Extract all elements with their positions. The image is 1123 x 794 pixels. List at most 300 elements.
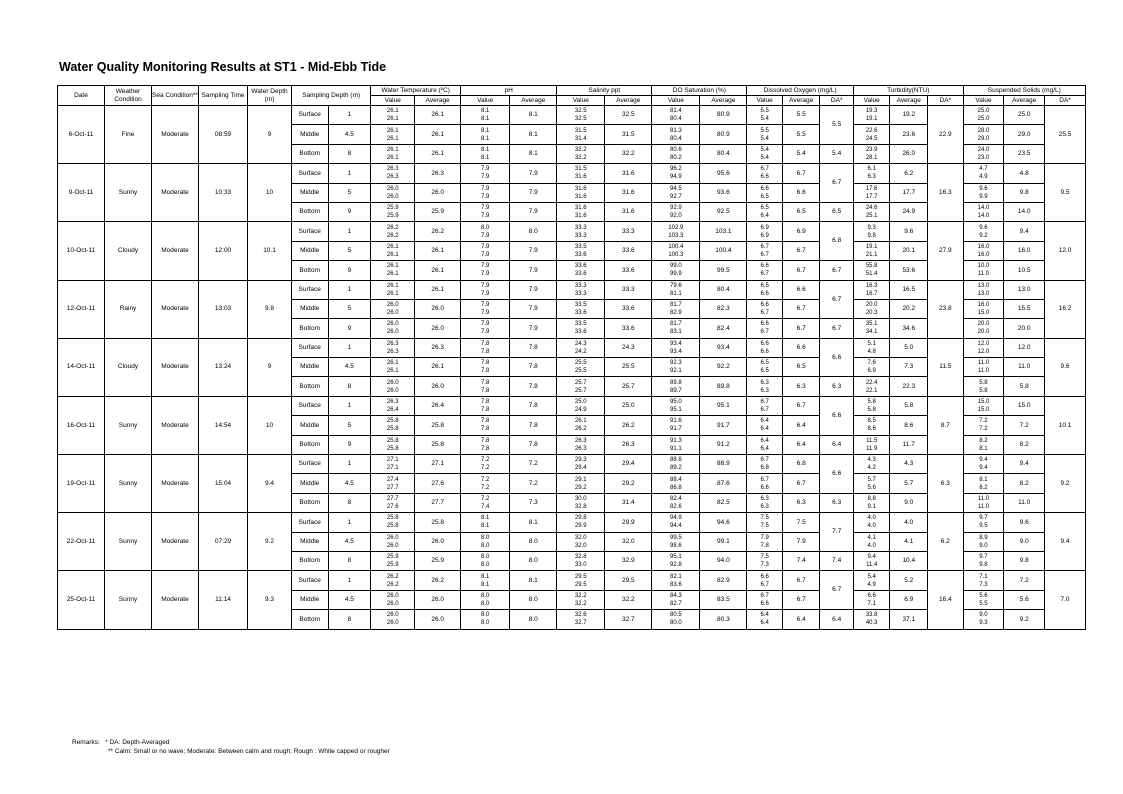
depth-value-cell: 8 [328, 377, 371, 396]
ss-values-reading: 9.4 [979, 457, 988, 464]
salinity-average: 29.9 [605, 513, 652, 532]
do-da-surface-middle: 6.6 [820, 455, 853, 494]
do-values [747, 183, 783, 202]
table-row [58, 455, 1086, 474]
depth-value-cell: 4.5 [328, 358, 371, 377]
do-saturation-values-reading: 89.8 [669, 379, 682, 386]
turbidity-average: 22.3 [890, 377, 928, 396]
col-dissolved-oxygen: Dissolved Oxygen (mg/L) [747, 86, 854, 96]
salinity-average: 33.6 [605, 241, 652, 260]
ph-values-reading: 7.8 [481, 379, 490, 386]
temp-values-reading: 26.0 [386, 379, 399, 386]
do-saturation-values-reading: 94.5 [669, 185, 682, 192]
ph-values [461, 261, 510, 280]
depth-value-cell: 8 [328, 144, 371, 163]
temp-values-reading: 26.1 [386, 251, 399, 258]
temp-values [371, 241, 415, 260]
ph-values-reading: 8.1 [481, 146, 490, 153]
ss-average: 7.2 [1004, 416, 1045, 435]
salinity-values-reading: 32.5 [574, 116, 587, 123]
ss-average: 11.0 [1004, 493, 1045, 512]
salinity-average: 32.0 [605, 532, 652, 551]
ss-average: 14.0 [1004, 202, 1045, 221]
do-saturation-values [652, 474, 700, 493]
turbidity-values-reading: 7.1 [867, 600, 876, 607]
temp-values-reading: 26.1 [386, 290, 399, 297]
ss-values [963, 261, 1004, 280]
temp-values [371, 319, 415, 338]
turbidity-values [853, 532, 890, 551]
do-da-bottom: 6.7 [820, 261, 853, 280]
do-values-reading: 6.7 [760, 251, 769, 258]
table-row [58, 396, 1086, 415]
depth-label-cell: Bottom [291, 144, 328, 163]
do-values-reading: 5.4 [760, 146, 769, 153]
ph-values-reading: 7.9 [481, 263, 490, 270]
temp-values-reading: 26.0 [386, 600, 399, 607]
ph-values [461, 299, 510, 318]
salinity-values-reading: 33.6 [574, 251, 587, 258]
ph-average: 7.8 [510, 358, 557, 377]
turbidity-values [853, 202, 890, 221]
turbidity-average: 20.1 [890, 241, 928, 260]
do-values-reading: 6.9 [760, 224, 769, 231]
turbidity-values [853, 280, 890, 299]
ph-values-reading: 7.9 [481, 213, 490, 220]
do-values-reading: 6.7 [760, 243, 769, 250]
table-row [58, 222, 1086, 241]
ph-values-reading: 8.0 [481, 542, 490, 549]
salinity-values [557, 551, 605, 570]
do-values-reading: 6.7 [760, 407, 769, 414]
temp-values-reading: 26.0 [386, 387, 399, 394]
depth-label-cell: Surface [291, 106, 328, 125]
sea-cell: Moderate [152, 280, 199, 338]
turbidity-average: 5.7 [890, 474, 928, 493]
do-saturation-values [652, 455, 700, 474]
turbidity-average: 4.1 [890, 532, 928, 551]
do-values-reading: 5.5 [760, 127, 769, 134]
temp-values [371, 396, 415, 415]
ss-values [963, 474, 1004, 493]
turbidity-values-reading: 9.3 [867, 224, 876, 231]
table-row [58, 106, 1086, 125]
water-depth-cell: 10 [248, 164, 292, 222]
temp-values-reading: 26.0 [386, 302, 399, 309]
do-saturation-values-reading: 98.6 [669, 542, 682, 549]
temp-values-reading: 26.1 [386, 282, 399, 289]
do-average: 6.5 [782, 358, 820, 377]
turbidity-values [853, 455, 890, 474]
do-average: 6.7 [782, 319, 820, 338]
temp-values-reading: 25.8 [386, 437, 399, 444]
salinity-average: 26.2 [605, 416, 652, 435]
depth-label-cell: Middle [291, 532, 328, 551]
salinity-values-reading: 31.6 [574, 193, 587, 200]
salinity-values-reading: 25.5 [574, 368, 587, 375]
turbidity-da: 22.9 [928, 106, 964, 164]
ss-average: 9.2 [1004, 610, 1045, 629]
temp-values-reading: 25.9 [386, 562, 399, 569]
salinity-values [557, 338, 605, 357]
ph-average: 8.0 [510, 222, 557, 241]
do-values-reading: 6.6 [760, 321, 769, 328]
salinity-average: 33.3 [605, 222, 652, 241]
do-average: 5.4 [782, 144, 820, 163]
turbidity-da: 11.5 [928, 338, 964, 396]
temp-values-reading: 26.1 [386, 243, 399, 250]
do-saturation-average: 95.1 [700, 396, 747, 415]
ss-da: 9.6 [1045, 338, 1086, 396]
do-values [747, 125, 783, 144]
ss-values-reading: 20.0 [977, 329, 990, 336]
temp-average: 26.2 [415, 222, 461, 241]
temp-values [371, 164, 415, 183]
do-da-bottom: 6.4 [820, 610, 853, 629]
depth-value-cell: 5 [328, 241, 371, 260]
do-saturation-values-reading: 91.6 [669, 418, 682, 425]
depth-label-cell: Bottom [291, 551, 328, 570]
temp-values-reading: 26.3 [386, 399, 399, 406]
ph-average: 7.8 [510, 396, 557, 415]
depth-label-cell: Bottom [291, 610, 328, 629]
temp-values-reading: 25.8 [386, 445, 399, 452]
temp-values [371, 551, 415, 570]
turbidity-values-reading: 4.1 [867, 534, 876, 541]
salinity-average: 31.4 [605, 493, 652, 512]
temp-average: 26.0 [415, 590, 461, 609]
salinity-values [557, 202, 605, 221]
salinity-values-reading: 31.6 [574, 213, 587, 220]
ph-average: 7.8 [510, 377, 557, 396]
turbidity-values-reading: 40.3 [865, 620, 878, 627]
salinity-values-reading: 33.3 [574, 290, 587, 297]
temp-average: 25.8 [415, 435, 461, 454]
turbidity-values-reading: 4.0 [867, 523, 876, 530]
do-saturation-values-reading: 80.5 [669, 612, 682, 619]
date-cell: 9-Oct-11 [58, 164, 105, 222]
turbidity-values-reading: 33.8 [865, 612, 878, 619]
do-values-reading: 6.3 [760, 504, 769, 510]
temp-average: 26.1 [415, 144, 461, 163]
turbidity-average: 7.3 [890, 358, 928, 377]
do-values-reading: 6.6 [760, 174, 769, 181]
turbidity-da: 6.2 [928, 513, 964, 571]
turbidity-values [853, 241, 890, 260]
do-saturation-values-reading: 84.3 [669, 592, 682, 599]
do-da-bottom: 6.3 [820, 377, 853, 396]
turbidity-values-reading: 6.1 [867, 166, 876, 173]
ph-values-reading: 7.8 [481, 387, 490, 394]
ss-values-reading: 9.5 [979, 523, 988, 530]
turbidity-values-reading: 5.4 [867, 573, 876, 580]
do-saturation-values-reading: 94.4 [669, 523, 682, 530]
salinity-values [557, 416, 605, 435]
ph-values-reading: 7.9 [481, 282, 490, 289]
ss-values-reading: 16.0 [977, 302, 990, 309]
do-saturation-average: 82.9 [700, 571, 747, 590]
ss-average: 11.0 [1004, 358, 1045, 377]
ss-values-reading: 7.2 [979, 426, 988, 433]
do-da-bottom: 6.3 [820, 493, 853, 512]
col-salinity: Salinity ppt [557, 86, 652, 96]
temp-values [371, 183, 415, 202]
do-saturation-average: 99.5 [700, 261, 747, 280]
sea-cell: Moderate [152, 222, 199, 280]
salinity-values-reading: 29.3 [574, 457, 587, 464]
do-average: 7.5 [782, 513, 820, 532]
col-temp: Water Temperature (ºC) [371, 86, 461, 96]
turbidity-values [853, 164, 890, 183]
salinity-average: 33.3 [605, 280, 652, 299]
salinity-average: 32.9 [605, 551, 652, 570]
do-values-reading: 6.3 [760, 379, 769, 386]
ph-values [461, 551, 510, 570]
ph-values-reading: 8.0 [481, 600, 490, 607]
do-saturation-average: 94.6 [700, 513, 747, 532]
salinity-values-reading: 29.8 [574, 515, 587, 522]
depth-label-cell: Surface [291, 164, 328, 183]
subheader-da: DA* [820, 96, 853, 106]
depth-label-cell: Middle [291, 358, 328, 377]
salinity-values-reading: 25.7 [574, 379, 587, 386]
ss-average: 13.0 [1004, 280, 1045, 299]
turbidity-average: 8.6 [890, 416, 928, 435]
salinity-values-reading: 31.5 [574, 166, 587, 173]
ss-values-reading: 9.0 [979, 612, 988, 619]
do-saturation-values-reading: 92.8 [669, 562, 682, 569]
do-saturation-values [652, 280, 700, 299]
do-values-reading: 6.7 [760, 592, 769, 599]
water-depth-cell: 10 [248, 396, 292, 454]
ss-da: 12.0 [1045, 222, 1086, 280]
temp-average: 26.0 [415, 377, 461, 396]
ss-da: 9.5 [1045, 164, 1086, 222]
salinity-values-reading: 25.0 [574, 399, 587, 406]
do-values-reading: 6.5 [760, 282, 769, 289]
temp-values-reading: 26.1 [386, 127, 399, 134]
ph-values [461, 164, 510, 183]
do-saturation-values-reading: 82.6 [669, 504, 682, 510]
turbidity-da: 16.4 [928, 571, 964, 629]
do-saturation-values-reading: 91.7 [669, 426, 682, 433]
turbidity-values-reading: 22.4 [865, 379, 878, 386]
salinity-values [557, 396, 605, 415]
temp-average: 26.0 [415, 610, 461, 629]
ph-values-reading: 7.8 [481, 360, 490, 367]
ss-average: 9.4 [1004, 222, 1045, 241]
turbidity-values [853, 377, 890, 396]
do-average: 6.7 [782, 590, 820, 609]
turbidity-values [853, 125, 890, 144]
ph-values-reading: 7.8 [481, 445, 490, 452]
turbidity-values [853, 396, 890, 415]
temp-values-reading: 26.1 [386, 360, 399, 367]
salinity-values [557, 513, 605, 532]
turbidity-values-reading: 9.1 [867, 504, 876, 510]
salinity-values-reading: 29.5 [574, 581, 587, 588]
time-cell: 13:24 [199, 338, 248, 396]
do-saturation-average: 80.9 [700, 125, 747, 144]
depth-value-cell: 8 [328, 610, 371, 629]
do-da-surface-middle: 6.7 [820, 280, 853, 319]
salinity-values-reading: 32.2 [574, 146, 587, 153]
turbidity-values-reading: 34.1 [865, 329, 878, 336]
turbidity-average: 4.0 [890, 513, 928, 532]
do-saturation-values [652, 551, 700, 570]
ss-average: 15.0 [1004, 396, 1045, 415]
ss-average: 4.8 [1004, 164, 1045, 183]
salinity-values [557, 493, 605, 512]
ph-values [461, 358, 510, 377]
water-quality-table [57, 85, 1086, 630]
do-values [747, 513, 783, 532]
temp-average: 26.1 [415, 241, 461, 260]
do-values [747, 571, 783, 590]
depth-label-cell: Middle [291, 299, 328, 318]
ss-values-reading: 8.1 [979, 445, 988, 452]
subheader-value: Value [371, 96, 415, 106]
do-saturation-values [652, 319, 700, 338]
turbidity-values-reading: 5.6 [867, 484, 876, 491]
subheader-value: Value [853, 96, 890, 106]
ph-average: 7.9 [510, 261, 557, 280]
ph-values-reading: 8.1 [481, 135, 490, 142]
turbidity-average: 37.1 [890, 610, 928, 629]
salinity-values-reading: 33.3 [574, 282, 587, 289]
turbidity-values-reading: 11.5 [866, 437, 878, 444]
water-depth-cell: 9.2 [248, 513, 292, 571]
do-saturation-values-reading: 99.9 [669, 271, 682, 278]
do-saturation-values [652, 513, 700, 532]
do-saturation-values-reading: 94.9 [669, 515, 682, 522]
ss-average: 10.5 [1004, 261, 1045, 280]
temp-values-reading: 26.1 [386, 368, 399, 375]
ph-values-reading: 8.1 [481, 116, 490, 123]
temp-values-reading: 26.2 [386, 232, 399, 239]
ss-average: 8.2 [1004, 435, 1045, 454]
ph-values [461, 125, 510, 144]
do-values-reading: 6.7 [760, 581, 769, 588]
temp-values-reading: 25.8 [386, 515, 399, 522]
do-da-surface-middle: 7.7 [820, 513, 853, 552]
ss-values-reading: 4.7 [979, 166, 988, 173]
turbidity-values [853, 261, 890, 280]
ss-values-reading: 7.3 [979, 581, 988, 588]
salinity-values-reading: 31.6 [574, 205, 587, 212]
temp-average: 27.7 [415, 493, 461, 512]
ss-values [963, 183, 1004, 202]
temp-values [371, 299, 415, 318]
do-values-reading: 6.7 [760, 329, 769, 336]
do-values-reading: 6.7 [760, 271, 769, 278]
do-saturation-values [652, 571, 700, 590]
temp-values-reading: 26.0 [386, 329, 399, 336]
turbidity-values-reading: 23.9 [865, 146, 878, 153]
ph-values-reading: 7.8 [481, 437, 490, 444]
ss-values-reading: 28.0 [977, 127, 990, 134]
do-values-reading: 6.3 [760, 387, 769, 394]
do-saturation-average: 82.3 [700, 299, 747, 318]
do-values [747, 532, 783, 551]
salinity-values [557, 610, 605, 629]
weather-cell: Sunny [105, 396, 152, 454]
depth-label-cell: Bottom [291, 261, 328, 280]
col-sampling-depth: Sampling Depth (m) [291, 86, 370, 106]
ss-values [963, 513, 1004, 532]
do-saturation-average: 82.4 [700, 319, 747, 338]
temp-values-reading: 26.3 [386, 348, 399, 355]
temp-values [371, 125, 415, 144]
do-saturation-values-reading: 82.7 [669, 600, 682, 607]
ph-values [461, 377, 510, 396]
do-values-reading: 6.5 [760, 368, 769, 375]
temp-values-reading: 26.1 [386, 263, 399, 270]
ss-values-reading: 8.2 [979, 484, 988, 491]
depth-label-cell: Surface [291, 338, 328, 357]
do-saturation-values [652, 532, 700, 551]
depth-label-cell: Middle [291, 590, 328, 609]
ss-values-reading: 5.6 [979, 592, 988, 599]
salinity-values-reading: 31.5 [574, 127, 587, 134]
temp-values-reading: 26.0 [386, 310, 399, 317]
depth-value-cell: 9 [328, 261, 371, 280]
water-depth-cell: 9 [248, 338, 292, 396]
depth-label-cell: Middle [291, 241, 328, 260]
page-title: Water Quality Monitoring Results at ST1 - Mid-Ebb Tide [59, 60, 387, 74]
salinity-values-reading: 32.0 [574, 534, 587, 541]
depth-value-cell: 1 [328, 222, 371, 241]
do-average: 5.5 [782, 125, 820, 144]
do-values-reading: 6.4 [760, 620, 769, 627]
turbidity-average: 26.0 [890, 144, 928, 163]
do-values-reading: 6.6 [760, 185, 769, 192]
ss-average: 8.2 [1004, 474, 1045, 493]
col-date: Date [58, 86, 105, 106]
temp-values-reading: 26.1 [386, 154, 399, 161]
ss-average: 9.0 [1004, 532, 1045, 551]
ph-values-reading: 7.9 [481, 310, 490, 317]
salinity-values-reading: 30.0 [574, 496, 587, 502]
ss-values-reading: 25.0 [977, 108, 990, 115]
depth-value-cell: 4.5 [328, 474, 371, 493]
do-values [747, 474, 783, 493]
salinity-values [557, 164, 605, 183]
ss-values [963, 106, 1004, 125]
do-values-reading: 7.9 [760, 534, 769, 541]
ss-values-reading: 5.8 [979, 379, 988, 386]
do-values [747, 144, 783, 163]
do-values-reading: 7.8 [760, 542, 769, 549]
do-values [747, 610, 783, 629]
do-values-reading: 6.6 [760, 340, 769, 347]
weather-cell: Sunny [105, 455, 152, 513]
ss-values [963, 590, 1004, 609]
turbidity-values [853, 551, 890, 570]
salinity-values-reading: 24.2 [574, 348, 587, 355]
turbidity-average: 6.2 [890, 164, 928, 183]
subheader-value: Value [557, 96, 605, 106]
ph-values-reading: 7.8 [481, 340, 490, 347]
do-values [747, 377, 783, 396]
ph-values [461, 435, 510, 454]
depth-label-cell: Surface [291, 513, 328, 532]
salinity-values-reading: 25.5 [574, 360, 587, 367]
do-average: 6.4 [782, 610, 820, 629]
do-saturation-values-reading: 82.4 [669, 496, 682, 502]
subheader-average: Average [890, 96, 928, 106]
ss-values [963, 280, 1004, 299]
